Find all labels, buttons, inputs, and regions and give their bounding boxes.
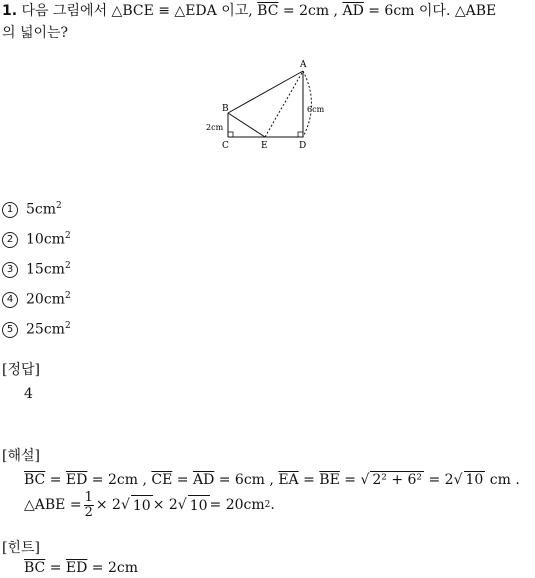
question-line-2: 의 넓이는? <box>2 25 69 41</box>
fraction-half: $\frac{1}{2}$ <box>84 489 93 520</box>
option-3[interactable]: 3 $15cm^2$ <box>2 256 71 280</box>
explanation-heading: [해설] <box>2 448 40 464</box>
label-b: B <box>222 104 229 114</box>
answer-value: 4 <box>24 386 33 402</box>
label-d: D <box>299 141 307 151</box>
segment-ad: $\overline{AD}$ <box>342 3 364 19</box>
label-e: E <box>261 141 268 151</box>
explanation-line-1: $\overline{BC} = \overline{ED} = 2cm$ , $\overline{CE} = \overline{AD} = 6cm$ , $\overline{EA} = \overline{BE}$ = √ 2² + 6² = 2√ 10 cm . <box>24 472 520 488</box>
question-number: 1. <box>2 3 18 19</box>
label-c: C <box>222 141 229 151</box>
option-1[interactable]: 1 $5cm^2$ <box>2 196 62 220</box>
label-a: A <box>300 60 307 70</box>
option-marker-4: 4 <box>2 292 18 308</box>
explanation-line-2: △ABE = $\frac{1}{2}$ × 2 √ 10 × 2 √ 10 = 20cm 2 . <box>24 489 275 520</box>
option-2[interactable]: 2 $10cm^2$ <box>2 226 71 250</box>
question-line-1 <box>2 0 496 22</box>
option-marker-2: 2 <box>2 232 18 248</box>
question-text-b: = 2cm , <box>278 3 343 19</box>
option-marker-1: 1 <box>2 202 18 218</box>
option-4[interactable]: 4 $20cm^2$ <box>2 286 71 310</box>
side-bc-label: 2cm <box>206 123 224 132</box>
hint-heading: [힌트] <box>2 540 40 556</box>
option-5[interactable]: 5 $25cm^2$ <box>2 316 71 340</box>
hint-line: $\overline{BC} = \overline{ED} = 2cm$ <box>24 560 139 576</box>
question-text-c: = 6cm 이다. △ABE <box>363 3 497 19</box>
answer-heading: [정답] <box>2 362 40 378</box>
question-text-a: 다음 그림에서 △BCE ≡ △EDA 이고, <box>21 3 258 19</box>
option-marker-5: 5 <box>2 322 18 338</box>
side-ad-label: 6cm <box>307 105 325 114</box>
segment-bc: $\overline{BC}$ <box>257 3 279 19</box>
triangle-figure <box>195 55 345 155</box>
option-marker-3: 3 <box>2 262 18 278</box>
